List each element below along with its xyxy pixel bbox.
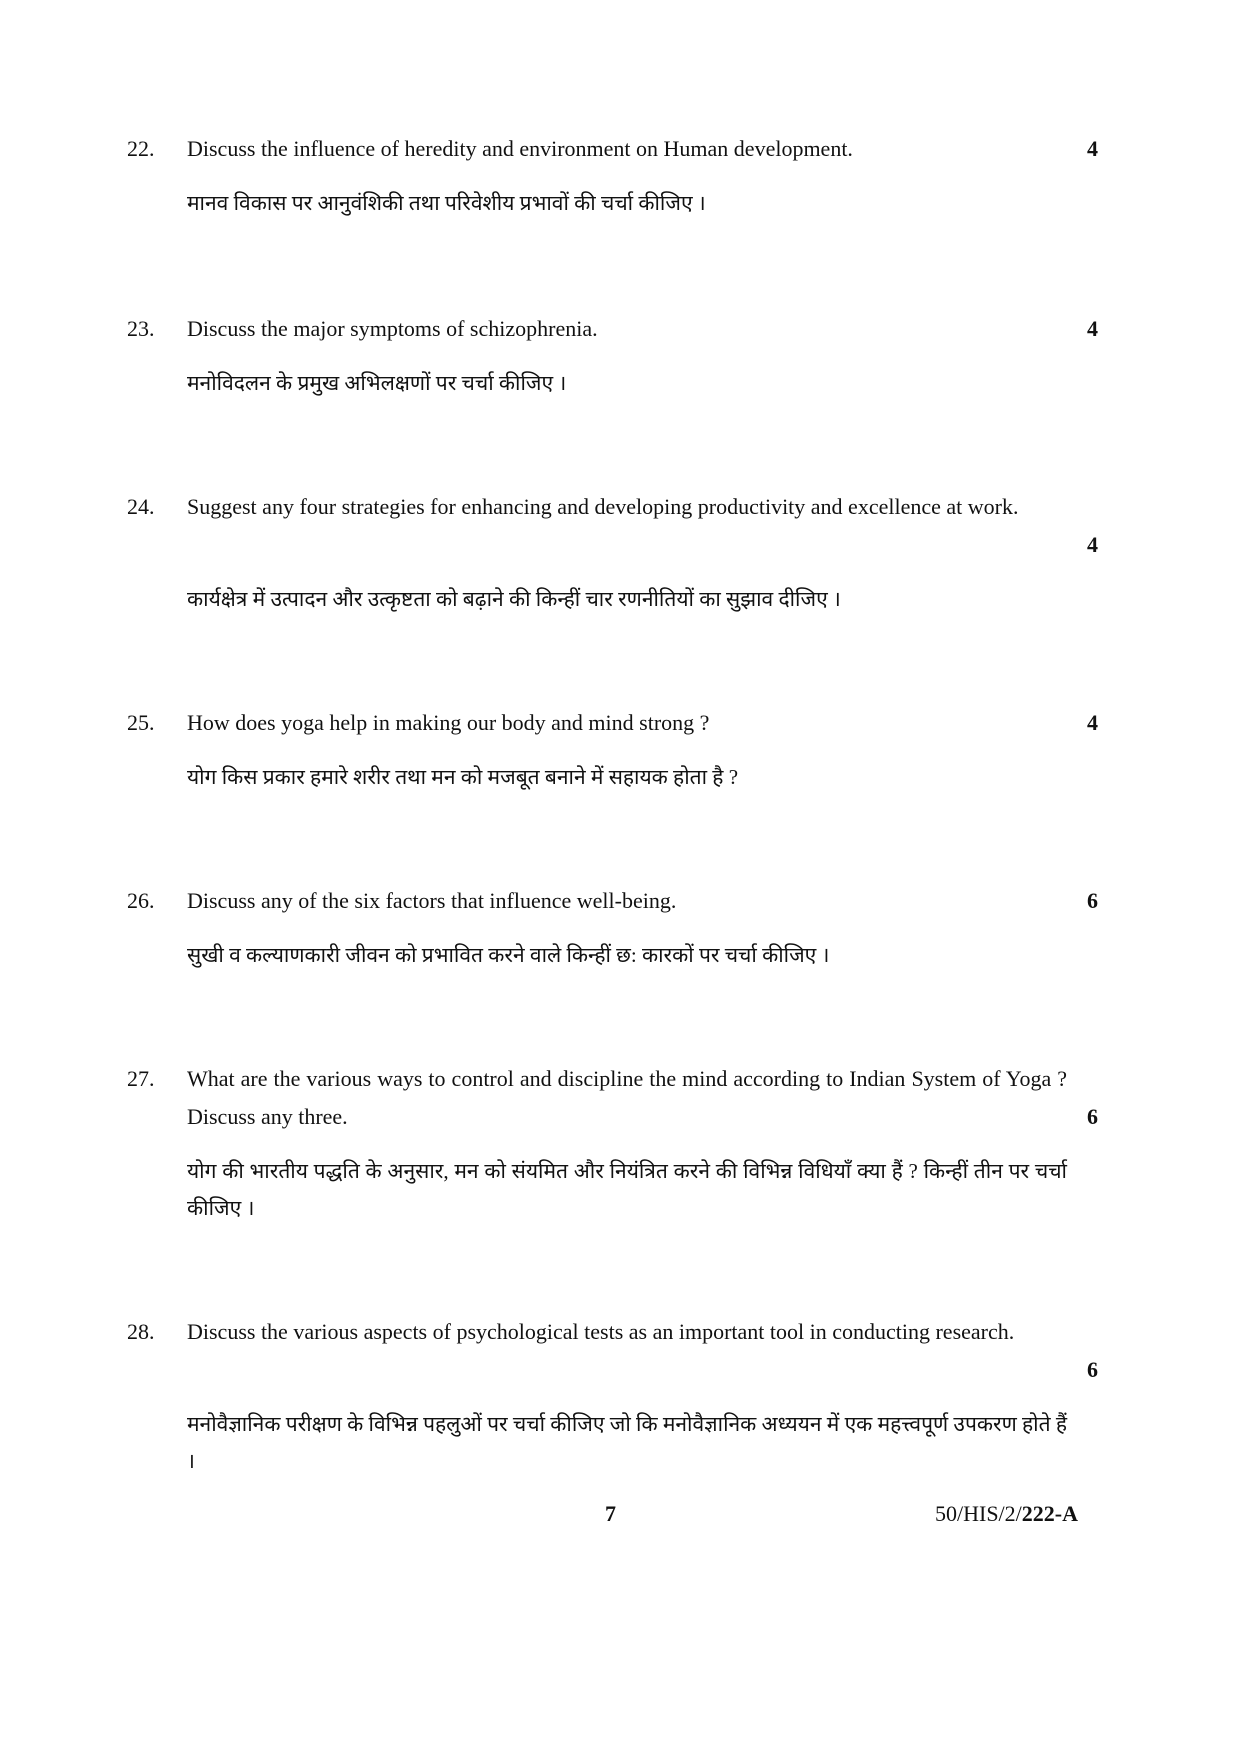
question-marks: 4	[1087, 316, 1098, 341]
question-number: 22.	[127, 136, 155, 161]
question-number: 25.	[127, 710, 155, 735]
question-number: 24.	[127, 494, 155, 519]
question-text-hindi: मानव विकास पर आनुवंशिकी तथा परिवेशीय प्रभावों की चर्चा कीजिए ।	[187, 191, 706, 215]
question-text-english: What are the various ways to control and discipline the mind according to Indian System of Yoga ? Discuss any three.	[187, 1066, 1067, 1129]
question-text-hindi: मनोवैज्ञानिक परीक्षण के विभिन्न पहलुओं पर चर्चा कीजिए जो कि मनोवैज्ञानिक अध्ययन में एक महत्त्वपूर्ण उपकरण होते हैं ।	[187, 1412, 1067, 1473]
question-marks: 6	[1087, 1104, 1098, 1129]
page-number: 7	[605, 1501, 616, 1526]
question-number: 26.	[127, 888, 155, 913]
question-text-hindi: मनोविदलन के प्रमुख अभिलक्षणों पर चर्चा कीजिए ।	[187, 371, 567, 395]
question-marks: 4	[1087, 710, 1098, 735]
question-marks: 6	[1087, 888, 1098, 913]
question-marks: 4	[1087, 532, 1098, 557]
question-text-hindi: योग की भारतीय पद्धति के अनुसार, मन को संयमित और नियंत्रित करने की विभिन्न विधियाँ क्या हैं ? किन्हीं तीन पर चर्चा कीजिए ।	[187, 1159, 1067, 1220]
question-number: 27.	[127, 1066, 155, 1091]
paper-code	[935, 1501, 1078, 1527]
question-text-english: Discuss the various aspects of psychological tests as an important tool in conducting research.	[187, 1319, 1015, 1344]
question-text-hindi: सुखी व कल्याणकारी जीवन को प्रभावित करने वाले किन्हीं छ: कारकों पर चर्चा कीजिए ।	[187, 943, 830, 967]
question-number: 23.	[127, 316, 155, 341]
paper-code-prefix: 50/HIS/2/	[935, 1501, 1022, 1526]
paper-code-suffix: 222-A	[1021, 1501, 1079, 1526]
question-number: 28.	[127, 1319, 155, 1344]
question-text-hindi: योग किस प्रकार हमारे शरीर तथा मन को मजबूत बनाने में सहायक होता है ?	[187, 765, 739, 789]
question-text-english: Discuss the major symptoms of schizophrenia.	[187, 316, 598, 341]
question-text-english: Discuss any of the six factors that influence well-being.	[187, 888, 677, 913]
question-text-hindi: कार्यक्षेत्र में उत्पादन और उत्कृष्टता को बढ़ाने की किन्हीं चार रणनीतियों का सुझाव दीजिए ।	[187, 587, 841, 611]
question-text-english: Suggest any four strategies for enhancing and developing productivity and excellence at work.	[187, 494, 1019, 519]
question-text-english: How does yoga help in making our body and mind strong ?	[187, 710, 710, 735]
question-text-english: Discuss the influence of heredity and environment on Human development.	[187, 136, 853, 161]
question-marks: 6	[1087, 1357, 1098, 1382]
question-marks: 4	[1087, 136, 1098, 161]
